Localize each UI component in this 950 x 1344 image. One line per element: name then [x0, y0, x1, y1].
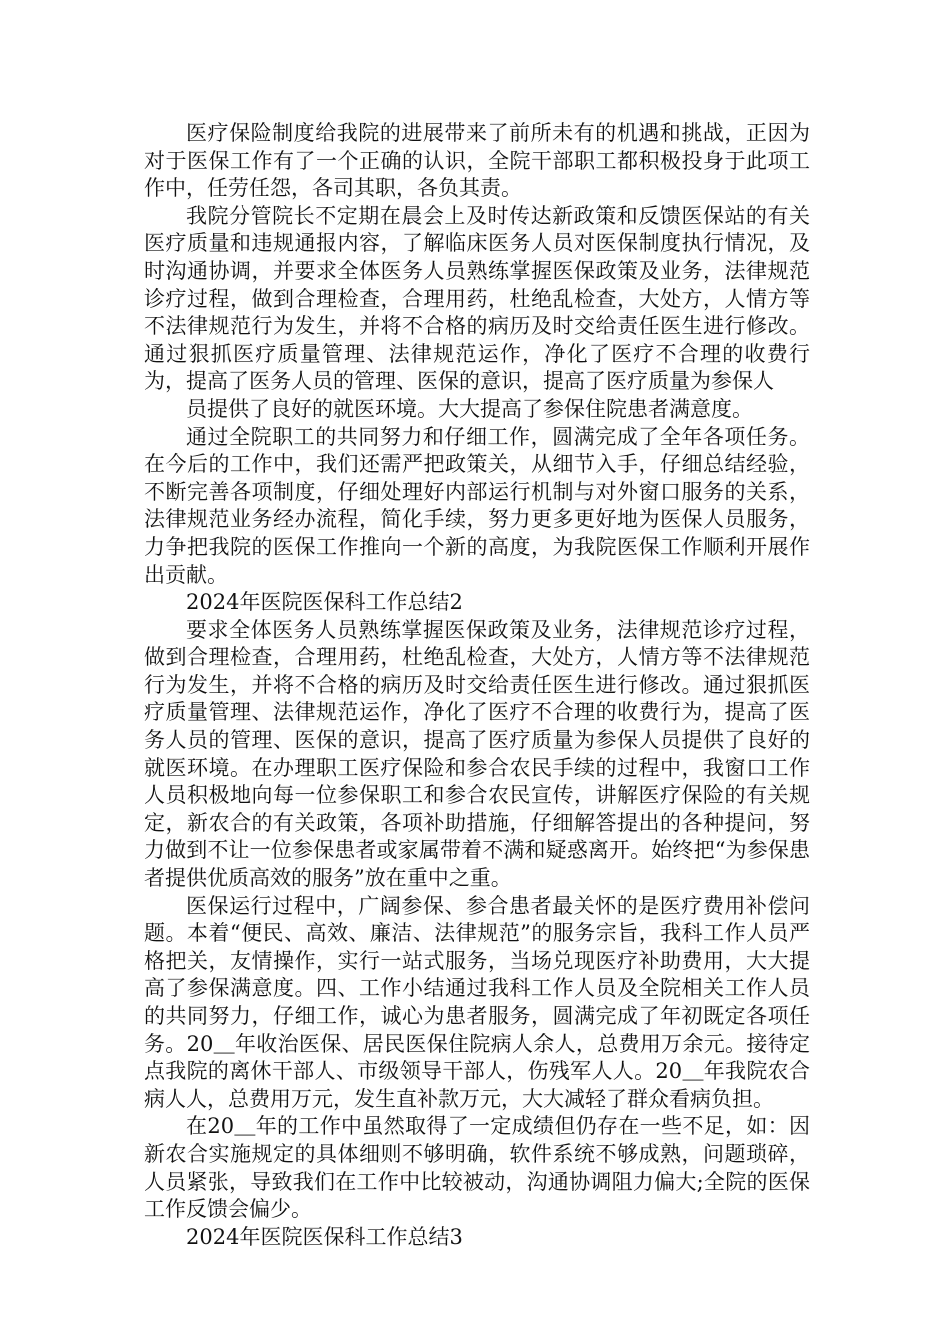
paragraph-5: 要求全体医务人员熟练掌握医保政策及业务，法律规范诊疗过程，做到合理检查，合理用药，杜绝乱检查，大处方，人情方等不法律规范行为发生，并将不合格的病历及时交给责任医生进行修改。通过狠抓医疗质量管理、法律规范运作，净化了医疗不合理的收费行为，提高了医务人员的管理、医保的意识，提高了医疗质量为参保人员提供了良好的就医环境。在办理职工医疗保险和参合农民手续的过程中，我窗口工作人员积极地向每一位参保职工和参合农民宣传，讲解医疗保险的有关规定，新农合的有关政策，各项补助措施，仔细解答提出的各种提问，努力做到不让一位参保患者或家属带着不满和疑惑离开。始终把“为参保患者提供优质高效的服务”放在重中之重。 — [144, 617, 810, 891]
section-heading-3: 2024年医院医保科工作总结3 — [186, 1224, 463, 1249]
paragraph-3: 员提供了良好的就医环境。大大提高了参保住院患者满意度。 — [186, 396, 753, 421]
paragraph-6: 医保运行过程中，广阔参保、参合患者最关怀的是医疗费用补偿问题。本着“便民、高效、廉洁、法律规范”的服务宗旨，我科工作人员严格把关，友情操作，实行一站式服务，当场兑现医疗补助费用，大大提高了参保满意度。四、工作小结通过我科工作人员及全院相关工作人员的共同努力，仔细工作，诚心为患者服务，圆满完成了年初既定各项任务。20＿年收治医保、居民医保住院病人余人，总费用万余元。接待定点我院的离休干部人、市级领导干部人，伤残军人人。20＿年我院农合病人人，总费用万元，发生直补款万元，大大减轻了群众看病负担。 — [144, 893, 810, 1111]
paragraph-7: 在20＿年的工作中虽然取得了一定成绩但仍存在一些不足，如：因新农合实施规定的具体细则不够明确，软件系统不够成熟，问题琐碎，人员紧张，导致我们在工作中比较被动，沟通协调阻力偏大;全院的医保工作反馈会偏少。 — [144, 1114, 810, 1222]
section-heading-2: 2024年医院医保科工作总结2 — [186, 590, 463, 615]
paragraph-4: 通过全院职工的共同努力和仔细工作，圆满完成了全年各项任务。在今后的工作中，我们还需严把政策关，从细节入手，仔细总结经验，不断完善各项制度，仔细处理好内部运行机制与对外窗口服务的关系，法律规范业务经办流程，简化手续，努力更多更好地为医保人员服务，力争把我院的医保工作推向一个新的高度，为我院医保工作顺利开展作出贡献。 — [144, 424, 810, 587]
document-body — [144, 120, 810, 1251]
paragraph-1: 医疗保险制度给我院的进展带来了前所未有的机遇和挑战，正因为对于医保工作有了一个正确的认识，全院干部职工都积极投身于此项工作中，任劳任怨，各司其职，各负其责。 — [144, 121, 810, 201]
paragraph-2: 我院分管院长不定期在晨会上及时传达新政策和反馈医保站的有关医疗质量和违规通报内容，了解临床医务人员对医保制度执行情况，及时沟通协调，并要求全体医务人员熟练掌握医保政策及业务，法律规范诊疗过程，做到合理检查，合理用药，杜绝乱检查，大处方，人情方等不法律规范行为发生，并将不合格的病历及时交给责任医生进行修改。通过狠抓医疗质量管理、法律规范运作，净化了医疗不合理的收费行为，提高了医务人员的管理、医保的意识，提高了医疗质量为参保人 — [144, 203, 810, 394]
